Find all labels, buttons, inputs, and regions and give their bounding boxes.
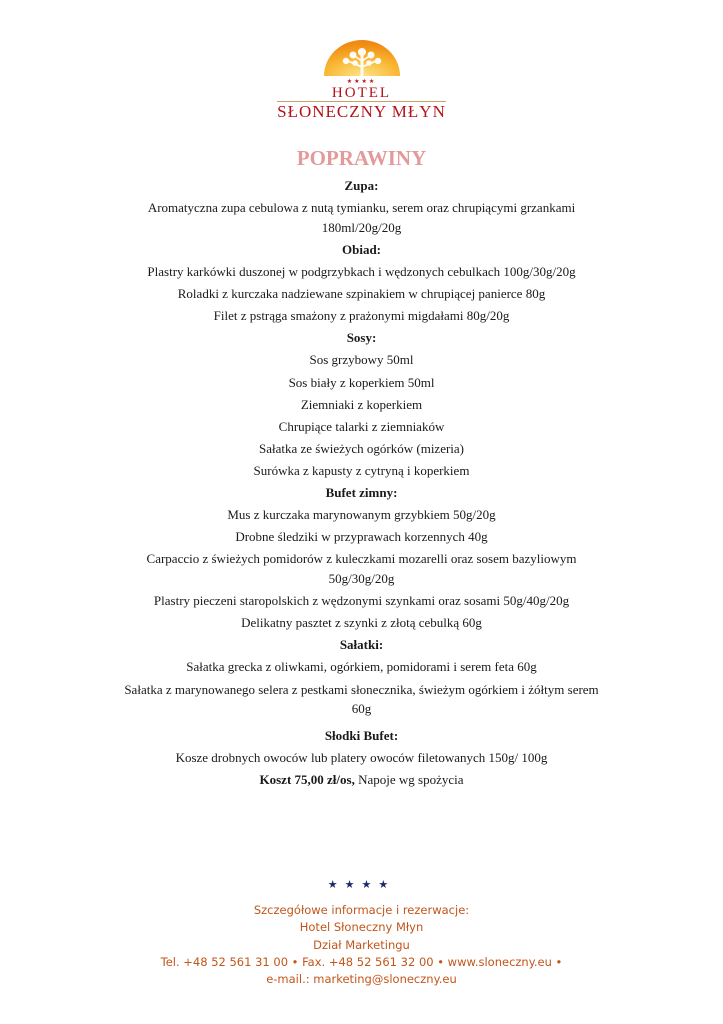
logo-hotel-name: SŁONECZNY MŁYN — [277, 102, 446, 121]
menu-item: Sos grzybowy 50ml — [309, 352, 414, 368]
menu-item: Chrupiące talarki z ziemniaków — [278, 418, 445, 434]
menu-item: Kosze drobnych owoców lub platery owoców filetowanych 150g/ 100g — [175, 750, 548, 766]
menu-item: Sałatka z marynowanego selera z pestkami słonecznika, świeżym ogórkiem i żółtym serem — [124, 681, 599, 697]
menu-item: Delikatny pasztet z szynki z złotą cebulką 60g — [241, 615, 482, 631]
page-title: POPRAWINY — [296, 146, 427, 170]
footer-line: Dział Marketingu — [313, 937, 410, 952]
menu-item: Filet z pstrąga smażony z prażonymi migdałami 80g/20g — [213, 308, 510, 324]
price-line — [90, 770, 633, 790]
menu-item: Carpaccio z świeżych pomidorów z kuleczkami mozarelli oraz sosem bazyliowym — [146, 551, 577, 567]
menu-item: Surówka z kapusty z cytryną i koperkiem — [253, 462, 470, 478]
menu-item: Plastry karkówki duszonej w podgrzybkach i wędzonych cebulkach 100g/30g/20g — [147, 264, 576, 280]
menu-item: Sałatka ze świeżych ogórków (mizeria) — [258, 440, 465, 456]
sun-tree-logo-icon — [322, 38, 402, 78]
section-heading: Obiad: — [341, 241, 381, 257]
section-heading: Sałatki: — [339, 637, 384, 653]
menu-item: 50g/30g/20g — [328, 571, 395, 587]
logo-hotel-text: HOTEL — [331, 85, 392, 101]
menu-item: Mus z kurczaka marynowanym grzybkiem 50g/20g — [227, 507, 496, 523]
footer-line: Tel. +48 52 561 31 00 • Fax. +48 52 561 32 00 • www.sloneczny.eu • — [160, 954, 563, 969]
footer-line: Hotel Słoneczny Młyn — [299, 920, 424, 935]
section-slodki-bufet — [90, 726, 633, 768]
section-salatki — [90, 635, 633, 719]
menu-item: Sałatka grecka z oliwkami, ogórkiem, pomidorami i serem feta 60g — [186, 659, 537, 675]
price-label: Koszt 75,00 zł/os, — [259, 772, 355, 788]
menu-item: 180ml/20g/20g — [321, 219, 402, 235]
hotel-logo — [0, 38, 723, 122]
menu-item: Sos biały z koperkiem 50ml — [288, 374, 435, 390]
menu-item: 60g — [351, 701, 372, 717]
section-heading: Zupa: — [344, 178, 379, 193]
footer-contact — [0, 902, 723, 988]
menu-item: Drobne śledziki w przyprawach korzennych 40g — [235, 529, 488, 545]
section-heading: Bufet zimny: — [325, 485, 398, 501]
section-obiad — [90, 240, 633, 326]
menu-item: Aromatyczna zupa cebulowa z nutą tymianku, serem oraz chrupiącymi grzankami — [147, 200, 576, 216]
section-sosy — [90, 328, 633, 480]
menu-item: Ziemniaki z koperkiem — [300, 396, 423, 412]
menu-body — [90, 176, 633, 790]
section-zupa — [90, 176, 633, 238]
section-bufet-zimny — [90, 483, 633, 633]
section-heading: Sosy: — [346, 330, 377, 346]
logo-stars: ★★★★ — [346, 78, 377, 85]
menu-item: Roladki z kurczaka nadziewane szpinakiem w chrupiącej panierce 80g — [177, 286, 546, 302]
footer-stars: ★★★★ — [327, 878, 396, 891]
menu-item: Plastry pieczeni staropolskich z wędzonymi szynkami oraz sosami 50g/40g/20g — [153, 593, 570, 609]
section-heading: Słodki Bufet: — [324, 728, 399, 744]
footer-line: Szczegółowe informacje i rezerwacje: — [253, 903, 470, 917]
drinks-note: Napoje wg spożycia — [354, 772, 464, 788]
footer-line: e-mail.: marketing@sloneczny.eu — [266, 972, 457, 987]
